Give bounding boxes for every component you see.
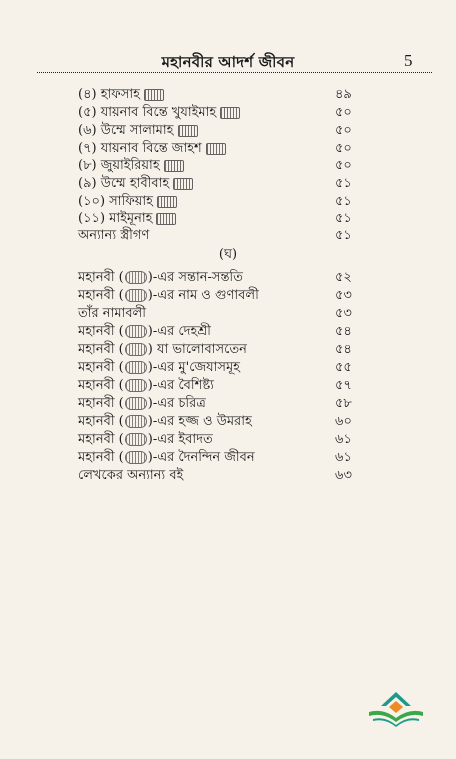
- toc-entry-page: ৫১: [335, 228, 352, 243]
- toc-entry: [78, 104, 378, 122]
- salawat-icon: [125, 343, 147, 356]
- toc-entry-title: মহানবী ( )-এর সন্তান-সন্ততি: [78, 270, 243, 285]
- toc-entry-page: ৫২: [335, 270, 352, 285]
- honorific-badge-icon: [173, 178, 193, 190]
- toc-entry: [78, 86, 378, 104]
- page-number: 5: [404, 51, 413, 70]
- toc-entry: [78, 269, 378, 287]
- toc-entry-title: (৪) হাফসাহ: [78, 86, 164, 104]
- toc-entry: [78, 413, 378, 431]
- toc-entry-title: মহানবী ( )-এর নাম ও গুণাবলী: [78, 288, 259, 303]
- toc-entry-page: ৫১: [335, 211, 352, 226]
- toc-entry-page: ৫১: [335, 194, 352, 209]
- salawat-icon: [125, 361, 147, 374]
- toc-entry: [78, 323, 378, 341]
- toc-entry-title: মহানবী ( )-এর চরিত্র: [78, 396, 206, 411]
- publisher-logo-icon: [367, 690, 425, 730]
- toc-entry: [78, 193, 378, 211]
- toc-entry-title: অন্যান্য স্ত্রীগণ: [78, 228, 150, 243]
- salawat-icon: [125, 289, 147, 302]
- salawat-icon: [125, 415, 147, 428]
- toc-entry-page: ৫৭: [335, 378, 352, 393]
- honorific-badge-icon: [144, 89, 164, 101]
- toc-entry-page: ৪৯: [335, 87, 352, 102]
- toc-entry: [78, 122, 378, 140]
- honorific-badge-icon: [157, 196, 177, 208]
- toc-entry: [78, 305, 378, 323]
- toc-entry: [78, 449, 378, 467]
- toc-entry-page: ৫০: [335, 141, 352, 156]
- toc-entry-title: মহানবী ( )-এর ইবাদত: [78, 432, 213, 447]
- toc-entry-page: ৬১: [335, 432, 352, 447]
- toc-entry-title: মহানবী ( )-এর মু'জেযাসমূহ: [78, 360, 241, 375]
- toc-entry-page: ৫৪: [335, 324, 352, 339]
- toc-entry-page: ৫৩: [335, 306, 352, 321]
- salawat-icon: [125, 433, 147, 446]
- logo-diamond-shape: [389, 701, 403, 713]
- honorific-badge-icon: [178, 125, 198, 137]
- toc-entry-title: মহানবী ( )-এর হজ্জ ও উমরাহ: [78, 414, 252, 429]
- toc-entry-page: ৬৩: [335, 468, 352, 483]
- toc-entry: [78, 467, 378, 485]
- honorific-badge-icon: [164, 160, 184, 172]
- honorific-badge-icon: [156, 213, 176, 225]
- toc-entry: [78, 395, 378, 413]
- salawat-icon: [125, 379, 147, 392]
- header-rule: [37, 72, 432, 73]
- toc-entry-page: ৫০: [335, 123, 352, 138]
- toc-entry-title: (৬) উম্মে সালামাহ: [78, 122, 198, 140]
- toc-entry: [78, 341, 378, 359]
- toc-entry-title: (৫) যায়নাব বিন্তে খুযাইমাহ: [78, 104, 240, 122]
- toc-entry: [78, 431, 378, 449]
- toc-entry-page: ৫৮: [335, 396, 352, 411]
- toc-entry-title: লেখকের অন্যান্য বই: [78, 468, 184, 483]
- toc-entry-page: ৫৪: [335, 342, 352, 357]
- toc-entry-page: ৫৫: [335, 360, 352, 375]
- toc-entry-page: ৫০: [335, 105, 352, 120]
- toc-entry-title: মহানবী ( )-এর দৈনন্দিন জীবন: [78, 450, 255, 465]
- toc-entry-title: (১১) মাইমূনাহ: [78, 210, 176, 228]
- honorific-badge-icon: [220, 107, 240, 119]
- toc-entry: [78, 287, 378, 305]
- toc-entry: [78, 377, 378, 395]
- toc-entry-title: মহানবী ( )-এর দেহশ্রী: [78, 324, 211, 339]
- toc-entry-title: তাঁর নামাবলী: [78, 306, 146, 321]
- honorific-badge-icon: [206, 143, 226, 155]
- toc-entry: [78, 140, 378, 158]
- running-header-title: মহানবীর আদর্শ জীবন: [161, 53, 295, 71]
- section-heading: (ঘ): [218, 247, 238, 262]
- toc-entry-page: ৬১: [335, 450, 352, 465]
- toc-entry-page: ৫০: [335, 158, 352, 173]
- salawat-icon: [125, 451, 147, 464]
- toc-entry-page: ৫৩: [335, 288, 352, 303]
- toc-entry-title: (৯) উম্মে হাবীবাহ: [78, 175, 193, 193]
- salawat-icon: [125, 325, 147, 338]
- toc-entry: [78, 227, 378, 245]
- toc-entry: [78, 210, 378, 228]
- toc-entry: [78, 175, 378, 193]
- toc-entry: [78, 157, 378, 175]
- toc-entry-title: (৮) জুয়াইরিয়াহ: [78, 157, 184, 175]
- toc-entry-page: ৫১: [335, 176, 352, 191]
- toc-entry-title: (৭) যায়নাব বিন্তে জাহশ: [78, 140, 226, 158]
- toc-entry: [78, 359, 378, 377]
- toc-entry-title: মহানবী ( ) যা ভালোবাসতেন: [78, 342, 247, 357]
- salawat-icon: [125, 271, 147, 284]
- toc-entry-page: ৬০: [335, 414, 352, 429]
- salawat-icon: [125, 397, 147, 410]
- toc-entry-title: মহানবী ( )-এর বৈশিষ্ট্য: [78, 378, 214, 393]
- toc-entry-title: (১০) সাফিয়াহ: [78, 193, 177, 211]
